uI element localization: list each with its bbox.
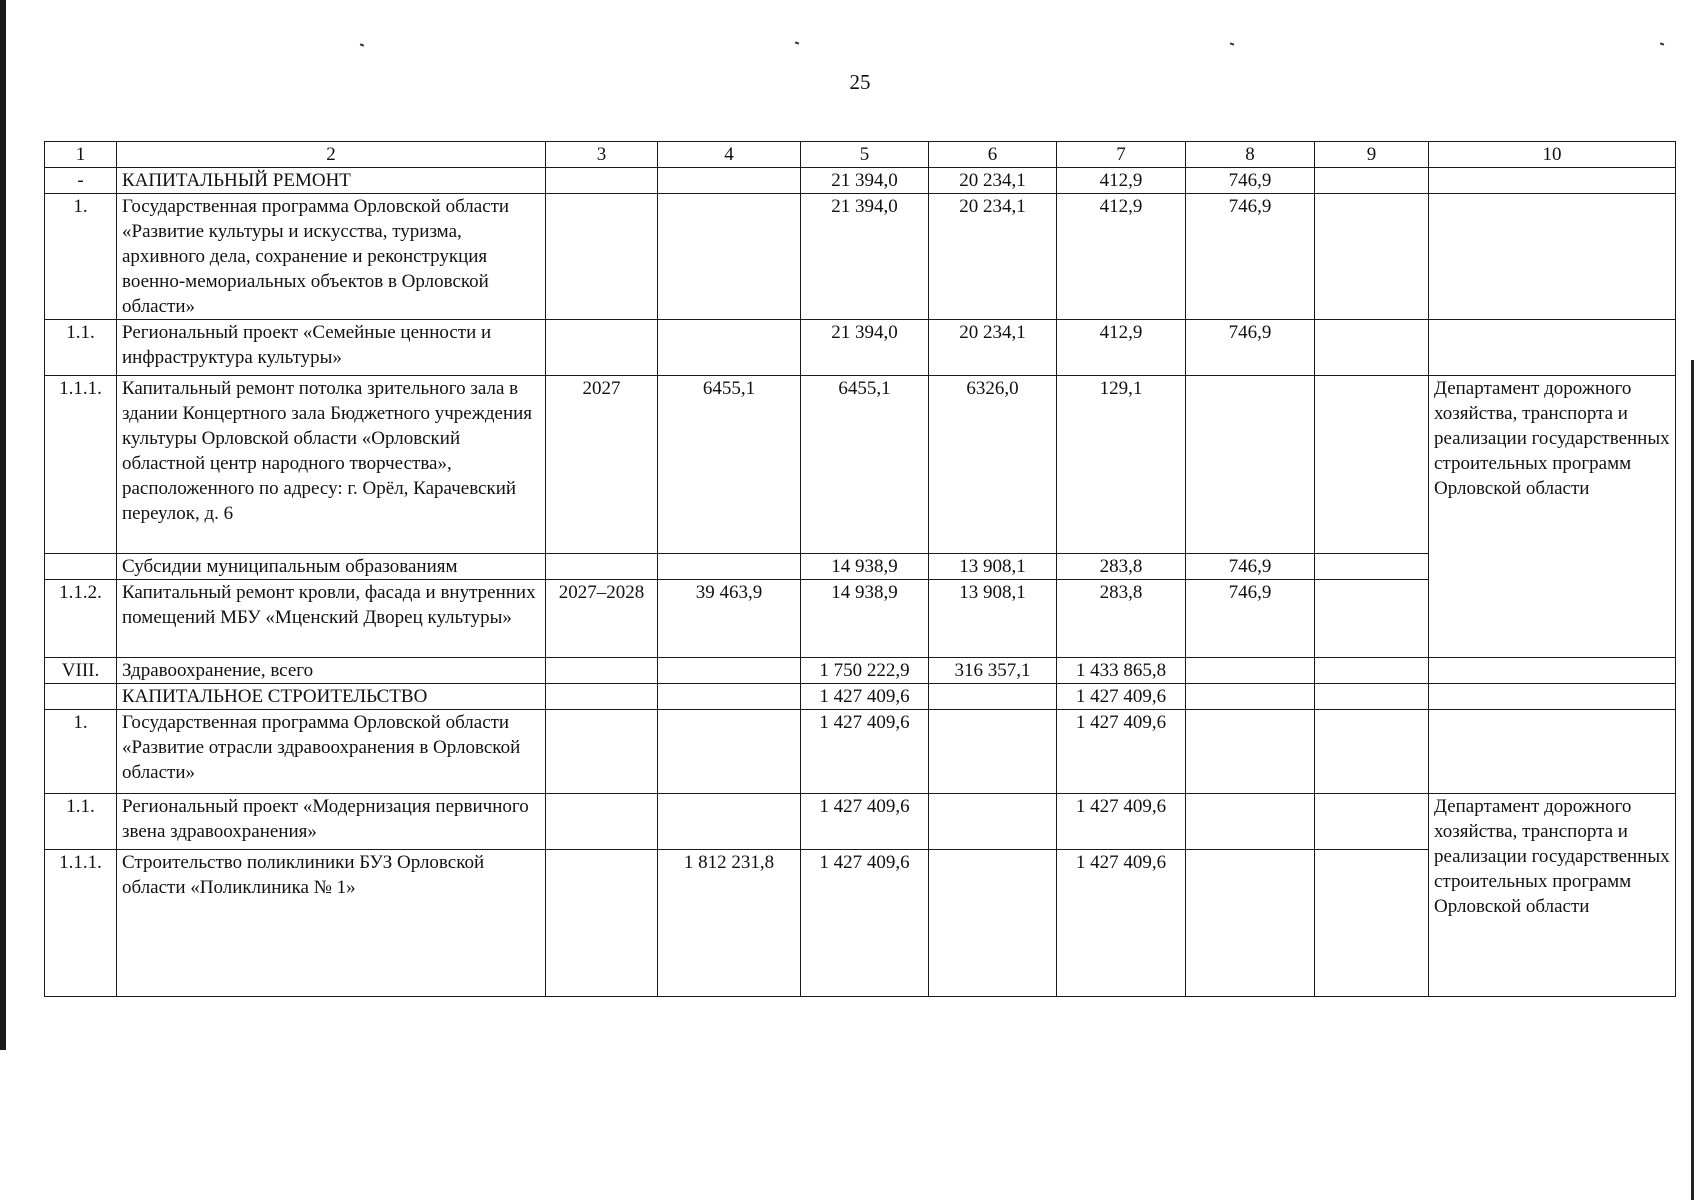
row-cost xyxy=(658,794,801,850)
row-cost: 6455,1 xyxy=(658,376,801,554)
row-value-7: 283,8 xyxy=(1057,554,1186,580)
row-value-5: 21 394,0 xyxy=(801,168,929,194)
row-year: 2027 xyxy=(546,376,658,554)
row-value-9 xyxy=(1315,580,1429,658)
row-value-7: 412,9 xyxy=(1057,320,1186,376)
row-cost xyxy=(658,168,801,194)
row-cost xyxy=(658,684,801,710)
row-year xyxy=(546,320,658,376)
row-value-7: 1 427 409,6 xyxy=(1057,850,1186,997)
row-number: 1. xyxy=(45,710,117,794)
row-value-7: 129,1 xyxy=(1057,376,1186,554)
responsible-department: Департамент дорожного хозяйства, транспорта и реализации государственных строительных программ Орловской области xyxy=(1429,376,1676,658)
header-cell: 9 xyxy=(1315,142,1429,168)
row-number: 1.1.1. xyxy=(45,376,117,554)
row-value-6: 20 234,1 xyxy=(929,168,1057,194)
row-cost xyxy=(658,658,801,684)
row-dept-empty xyxy=(1429,710,1676,794)
row-value-5: 1 750 222,9 xyxy=(801,658,929,684)
row-value-6: 20 234,1 xyxy=(929,194,1057,320)
row-value-9 xyxy=(1315,554,1429,580)
table-row xyxy=(45,320,1676,376)
row-name: Субсидии муниципальным образованиям xyxy=(117,554,546,580)
row-value-9 xyxy=(1315,850,1429,997)
row-number: VIII. xyxy=(45,658,117,684)
row-value-7: 412,9 xyxy=(1057,168,1186,194)
row-value-9 xyxy=(1315,376,1429,554)
row-name: Региональный проект «Модернизация первичного звена здравоохранения» xyxy=(117,794,546,850)
row-cost xyxy=(658,320,801,376)
row-number: 1.1. xyxy=(45,320,117,376)
responsible-department: Департамент дорожного хозяйства, транспорта и реализации государственных строительных программ Орловской области xyxy=(1429,794,1676,997)
row-value-7: 1 427 409,6 xyxy=(1057,710,1186,794)
row-number: 1.1.2. xyxy=(45,580,117,658)
row-value-7: 1 427 409,6 xyxy=(1057,684,1186,710)
header-cell: 3 xyxy=(546,142,658,168)
table-row xyxy=(45,710,1676,794)
table-row xyxy=(45,658,1676,684)
row-value-8 xyxy=(1186,794,1315,850)
row-value-9 xyxy=(1315,194,1429,320)
row-name: Государственная программа Орловской области «Развитие отрасли здравоохранения в Орловской области» xyxy=(117,710,546,794)
scan-border-left xyxy=(0,0,6,1050)
row-name: Капитальный ремонт кровли, фасада и внутренних помещений МБУ «Мценский Дворец культуры» xyxy=(117,580,546,658)
row-year xyxy=(546,710,658,794)
header-cell: 4 xyxy=(658,142,801,168)
row-value-5: 6455,1 xyxy=(801,376,929,554)
table-row xyxy=(45,684,1676,710)
row-value-6: 6326,0 xyxy=(929,376,1057,554)
row-value-5: 21 394,0 xyxy=(801,320,929,376)
row-number xyxy=(45,554,117,580)
row-value-7: 1 433 865,8 xyxy=(1057,658,1186,684)
row-dept-empty xyxy=(1429,194,1676,320)
row-year xyxy=(546,794,658,850)
row-value-6 xyxy=(929,710,1057,794)
row-value-5: 21 394,0 xyxy=(801,194,929,320)
row-name: Государственная программа Орловской области «Развитие культуры и искусства, туризма, архивного дела, сохранение и реконструкция военно-мемориальных объектов в Орловской области» xyxy=(117,194,546,320)
table-row xyxy=(45,168,1676,194)
row-value-8 xyxy=(1186,710,1315,794)
row-value-9 xyxy=(1315,658,1429,684)
scan-speck xyxy=(1230,42,1234,45)
row-year: 2027–2028 xyxy=(546,580,658,658)
header-cell: 6 xyxy=(929,142,1057,168)
row-name: Строительство поликлиники БУЗ Орловской области «Поликлиника № 1» xyxy=(117,850,546,997)
row-year xyxy=(546,168,658,194)
row-year xyxy=(546,658,658,684)
scan-border-right xyxy=(1691,360,1694,1200)
row-number: 1.1. xyxy=(45,794,117,850)
row-year xyxy=(546,554,658,580)
row-year xyxy=(546,850,658,997)
row-number xyxy=(45,684,117,710)
scan-speck xyxy=(1660,42,1664,45)
row-value-5: 1 427 409,6 xyxy=(801,710,929,794)
table-row xyxy=(45,376,1676,554)
row-value-6: 13 908,1 xyxy=(929,580,1057,658)
row-value-8 xyxy=(1186,684,1315,710)
row-value-8: 746,9 xyxy=(1186,320,1315,376)
row-value-8: 746,9 xyxy=(1186,168,1315,194)
row-dept-empty xyxy=(1429,684,1676,710)
row-cost xyxy=(658,554,801,580)
row-cost xyxy=(658,710,801,794)
row-name: Здравоохранение, всего xyxy=(117,658,546,684)
row-value-8: 746,9 xyxy=(1186,194,1315,320)
scan-speck xyxy=(795,41,799,44)
row-value-9 xyxy=(1315,710,1429,794)
scan-speck xyxy=(360,43,364,46)
row-value-8: 746,9 xyxy=(1186,580,1315,658)
header-cell: 8 xyxy=(1186,142,1315,168)
header-cell: 7 xyxy=(1057,142,1186,168)
header-cell: 1 xyxy=(45,142,117,168)
row-value-5: 1 427 409,6 xyxy=(801,850,929,997)
row-cost: 39 463,9 xyxy=(658,580,801,658)
row-value-6: 20 234,1 xyxy=(929,320,1057,376)
row-value-9 xyxy=(1315,684,1429,710)
row-value-8: 746,9 xyxy=(1186,554,1315,580)
row-value-6 xyxy=(929,684,1057,710)
row-value-5: 1 427 409,6 xyxy=(801,684,929,710)
row-dept-empty xyxy=(1429,320,1676,376)
row-value-5: 14 938,9 xyxy=(801,580,929,658)
header-cell: 10 xyxy=(1429,142,1676,168)
row-value-9 xyxy=(1315,168,1429,194)
table-row xyxy=(45,194,1676,320)
header-row xyxy=(45,142,1676,168)
row-value-6 xyxy=(929,850,1057,997)
row-number: 1.1.1. xyxy=(45,850,117,997)
row-value-7: 412,9 xyxy=(1057,194,1186,320)
header-cell: 2 xyxy=(117,142,546,168)
row-value-8 xyxy=(1186,376,1315,554)
row-value-9 xyxy=(1315,320,1429,376)
page-number: 25 xyxy=(849,70,871,94)
row-dept-empty xyxy=(1429,658,1676,684)
row-name: Региональный проект «Семейные ценности и инфраструктура культуры» xyxy=(117,320,546,376)
row-cost: 1 812 231,8 xyxy=(658,850,801,997)
row-name: Капитальный ремонт потолка зрительного зала в здании Концертного зала Бюджетного учреждения культуры Орловской области «Орловский областной центр народного творчества», расположенного по адресу: г. Орёл, Карачевский переулок, д. 6 xyxy=(117,376,546,554)
row-name: КАПИТАЛЬНЫЙ РЕМОНТ xyxy=(117,168,546,194)
row-dept-empty xyxy=(1429,168,1676,194)
row-value-6 xyxy=(929,794,1057,850)
row-value-9 xyxy=(1315,794,1429,850)
row-name: КАПИТАЛЬНОЕ СТРОИТЕЛЬСТВО xyxy=(117,684,546,710)
row-value-6: 13 908,1 xyxy=(929,554,1057,580)
row-value-8 xyxy=(1186,850,1315,997)
row-value-5: 14 938,9 xyxy=(801,554,929,580)
row-year xyxy=(546,194,658,320)
header-cell: 5 xyxy=(801,142,929,168)
row-value-6: 316 357,1 xyxy=(929,658,1057,684)
row-year xyxy=(546,684,658,710)
table-row xyxy=(45,794,1676,850)
row-value-7: 283,8 xyxy=(1057,580,1186,658)
row-value-8 xyxy=(1186,658,1315,684)
row-number: 1. xyxy=(45,194,117,320)
row-value-5: 1 427 409,6 xyxy=(801,794,929,850)
row-cost xyxy=(658,194,801,320)
budget-table xyxy=(44,141,1676,997)
row-value-7: 1 427 409,6 xyxy=(1057,794,1186,850)
row-number: - xyxy=(45,168,117,194)
